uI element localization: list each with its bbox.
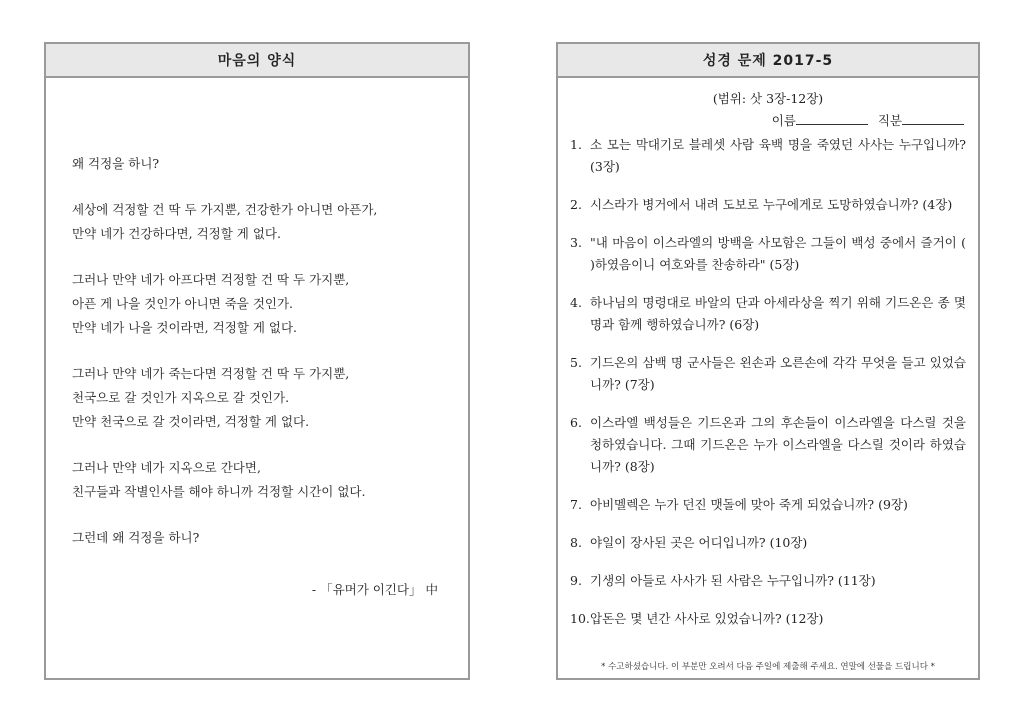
name-blank[interactable] xyxy=(796,111,868,125)
footer-note: * 수고하셨습니다. 이 부분만 오려서 다음 주일에 제출해 주세요. 연말에 선물을 드립니다 * xyxy=(601,662,935,672)
poem-line: 왜 걱정을 하니? xyxy=(72,156,160,171)
question-item xyxy=(570,232,966,276)
question-number: 7. xyxy=(570,497,582,512)
question-item xyxy=(570,412,966,478)
question-list xyxy=(570,134,966,630)
question-number: 4. xyxy=(570,295,582,310)
question-number: 3. xyxy=(570,235,582,250)
question-number: 6. xyxy=(570,415,582,430)
question-number: 2. xyxy=(570,197,582,212)
question-item xyxy=(570,292,966,336)
stanza xyxy=(72,526,448,550)
question-text: 압돈은 몇 년간 사사로 있었습니까? (12장) xyxy=(590,611,824,626)
question-text: 기생의 아들로 사사가 된 사람은 누구입니까? (11장) xyxy=(590,573,876,588)
right-panel xyxy=(556,42,980,680)
poem-line: 세상에 걱정할 건 딱 두 가지뿐, 건강한가 아니면 아픈가, xyxy=(72,202,378,217)
question-number: 1. xyxy=(570,137,582,152)
question-item xyxy=(570,532,966,554)
poem-line: 천국으로 갈 것인가 지옥으로 갈 것인가. xyxy=(72,390,290,405)
poem-line: 아픈 게 나을 것인가 아니면 죽을 것인가. xyxy=(72,296,294,311)
question-item xyxy=(570,570,966,592)
left-panel-title: 마음의 양식 xyxy=(46,44,468,78)
role-label: 직분 xyxy=(877,113,902,128)
question-number: 5. xyxy=(570,355,582,370)
stanza xyxy=(72,456,448,504)
question-text: 기드온의 삼백 명 군사들은 왼손과 오른손에 각각 무엇을 들고 있었습니까? (7장) xyxy=(590,355,966,392)
stanza xyxy=(72,152,448,176)
question-text: 아비멜렉은 누가 던진 맷돌에 맞아 죽게 되었습니까? (9장) xyxy=(590,497,908,512)
stanza xyxy=(72,362,448,434)
quiz-range: (범위: 삿 3장-12장) xyxy=(712,91,824,106)
poem-line: 만약 네가 건강하다면, 걱정할 게 없다. xyxy=(72,226,281,241)
poem-line: 친구들과 작별인사를 해야 하니까 걱정할 시간이 없다. xyxy=(72,484,366,499)
question-item xyxy=(570,352,966,396)
poem-line: 그러나 만약 네가 아프다면 걱정할 건 딱 두 가지뿐, xyxy=(72,272,350,287)
question-item xyxy=(570,494,966,516)
role-blank[interactable] xyxy=(902,111,964,125)
poem-body xyxy=(72,152,448,572)
left-panel xyxy=(44,42,470,680)
question-item xyxy=(570,608,966,630)
question-text: 야일이 장사된 곳은 어디입니까? (10장) xyxy=(590,535,808,550)
poem-line: 그러나 만약 네가 죽는다면 걱정할 건 딱 두 가지뿐, xyxy=(72,366,350,381)
stanza xyxy=(72,268,448,340)
question-number: 9. xyxy=(570,573,582,588)
name-label: 이름 xyxy=(771,113,796,128)
question-text: 이스라엘 백성들은 기드온과 그의 후손들이 이스라엘을 다스릴 것을 청하였습니다. 그때 기드온은 누가 이스라엘을 다스릴 것이라 하였습니까? (8장) xyxy=(590,415,966,474)
poem-line: 만약 천국으로 갈 것이라면, 걱정할 게 없다. xyxy=(72,414,310,429)
question-item xyxy=(570,134,966,178)
question-number: 8. xyxy=(570,535,582,550)
poem-line: 만약 네가 나을 것이라면, 걱정할 게 없다. xyxy=(72,320,297,335)
question-text: 시스라가 병거에서 내려 도보로 누구에게로 도망하였습니까? (4장) xyxy=(590,197,953,212)
name-role-row xyxy=(772,111,964,129)
poem-line: 그러나 만약 네가 지옥으로 간다면, xyxy=(72,460,261,475)
stanza xyxy=(72,198,448,246)
question-number: 10. xyxy=(570,611,590,626)
question-text: 소 모는 막대기로 블레셋 사람 육백 명을 죽였던 사사는 누구입니까? (3장) xyxy=(590,137,966,174)
poem-source: - 「유머가 이긴다」 中 xyxy=(311,582,438,597)
question-text: 하나님의 명령대로 바알의 단과 아세라상을 찍기 위해 기드온은 종 몇 명과 함께 행하였습니까? (6장) xyxy=(590,295,966,332)
question-item xyxy=(570,194,966,216)
question-text: "내 마음이 이스라엘의 방백을 사모함은 그들이 백성 중에서 즐거이 ( )하였음이니 여호와를 찬송하라" (5장) xyxy=(590,235,966,272)
poem-line: 그런데 왜 걱정을 하니? xyxy=(72,530,200,545)
right-panel-title: 성경 문제 2017-5 xyxy=(558,44,978,78)
